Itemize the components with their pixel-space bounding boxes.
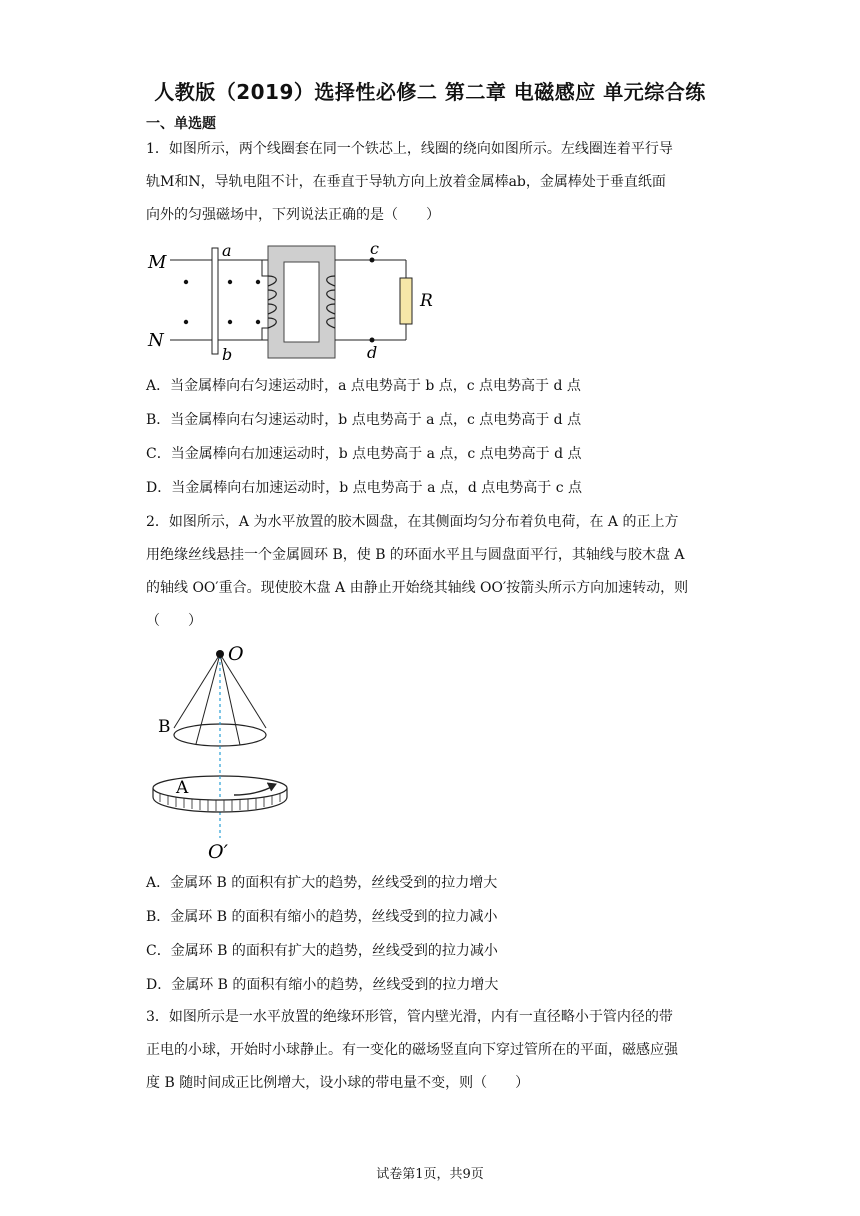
label-c: c [370,239,379,258]
question-1-text [146,133,716,232]
label-M: M [148,252,167,273]
label-O-prime: O′ [208,841,228,862]
page-title: 人教版（2019）选择性必修二 第二章 电磁感应 单元综合练 [154,80,706,104]
question-1-option-b[interactable]: B．当金属棒向右匀速运动时，b 点电势高于 a 点，c 点电势高于 d 点 [146,412,582,428]
question-1-option-c[interactable]: C．当金属棒向右加速运动时，b 点电势高于 a 点，c 点电势高于 d 点 [146,446,582,462]
question-2-figure [148,640,308,862]
question-2-text [146,506,716,638]
question-2-option-a[interactable]: A．金属环 B 的面积有扩大的趋势，丝线受到的拉力增大 [146,875,498,891]
question-1-line-1: 1．如图所示，两个线圈套在同一个铁芯上，线圈的绕向如图所示。左线圈连着平行导 [146,141,673,157]
page-footer: 试卷第1页，共9页 [376,1167,484,1182]
question-1-line-2: 轨M和N，导轨电阻不计，在垂直于导轨方向上放着金属棒ab，金属棒处于垂直纸面 [146,174,666,190]
question-1-figure [140,238,440,368]
section-heading: 一、单选题 [146,116,216,132]
label-N: N [148,330,164,351]
question-3-text [146,1001,716,1100]
question-1-option-a[interactable]: A．当金属棒向右匀速运动时，a 点电势高于 b 点，c 点电势高于 d 点 [146,378,581,394]
question-3-line-3: 度 B 随时间成正比例增大，设小球的带电量不变，则（ ） [146,1075,530,1091]
label-a: a [222,241,232,260]
question-2-option-b[interactable]: B．金属环 B 的面积有缩小的趋势，丝线受到的拉力减小 [146,909,498,925]
question-1-line-3: 向外的匀强磁场中，下列说法正确的是（ ） [146,207,440,223]
label-B: B [158,717,171,737]
label-R: R [420,291,433,311]
question-2-line-3: 的轴线 OO′重合。现使胶木盘 A 由静止开始绕其轴线 OO′按箭头所示方向加速转动，则 [146,580,689,596]
question-2-line-2: 用绝缘丝线悬挂一个金属圆环 B，使 B 的环面水平且与圆盘面平行，其轴线与胶木盘 A [146,547,685,563]
question-1-option-d[interactable]: D．当金属棒向右加速运动时，b 点电势高于 a 点，d 点电势高于 c 点 [146,480,583,496]
question-3-line-1: 3．如图所示是一水平放置的绝缘环形管，管内壁光滑，内有一直径略小于管内径的带 [146,1009,673,1025]
question-3-line-2: 正电的小球，开始时小球静止。有一变化的磁场竖直向下穿过管所在的平面，磁感应强 [146,1042,678,1058]
question-2-option-d[interactable]: D．金属环 B 的面积有缩小的趋势，丝线受到的拉力增大 [146,977,499,993]
label-O: O [228,643,244,665]
question-2-line-4: （ ） [146,613,202,629]
question-2-option-c[interactable]: C．金属环 B 的面积有扩大的趋势，丝线受到的拉力减小 [146,943,498,959]
label-d: d [367,343,378,362]
label-A: A [176,778,189,798]
label-b: b [222,345,233,364]
question-2-line-1: 2．如图所示，A 为水平放置的胶木圆盘，在其侧面均匀分布着负电荷，在 A 的正上方 [146,514,679,530]
